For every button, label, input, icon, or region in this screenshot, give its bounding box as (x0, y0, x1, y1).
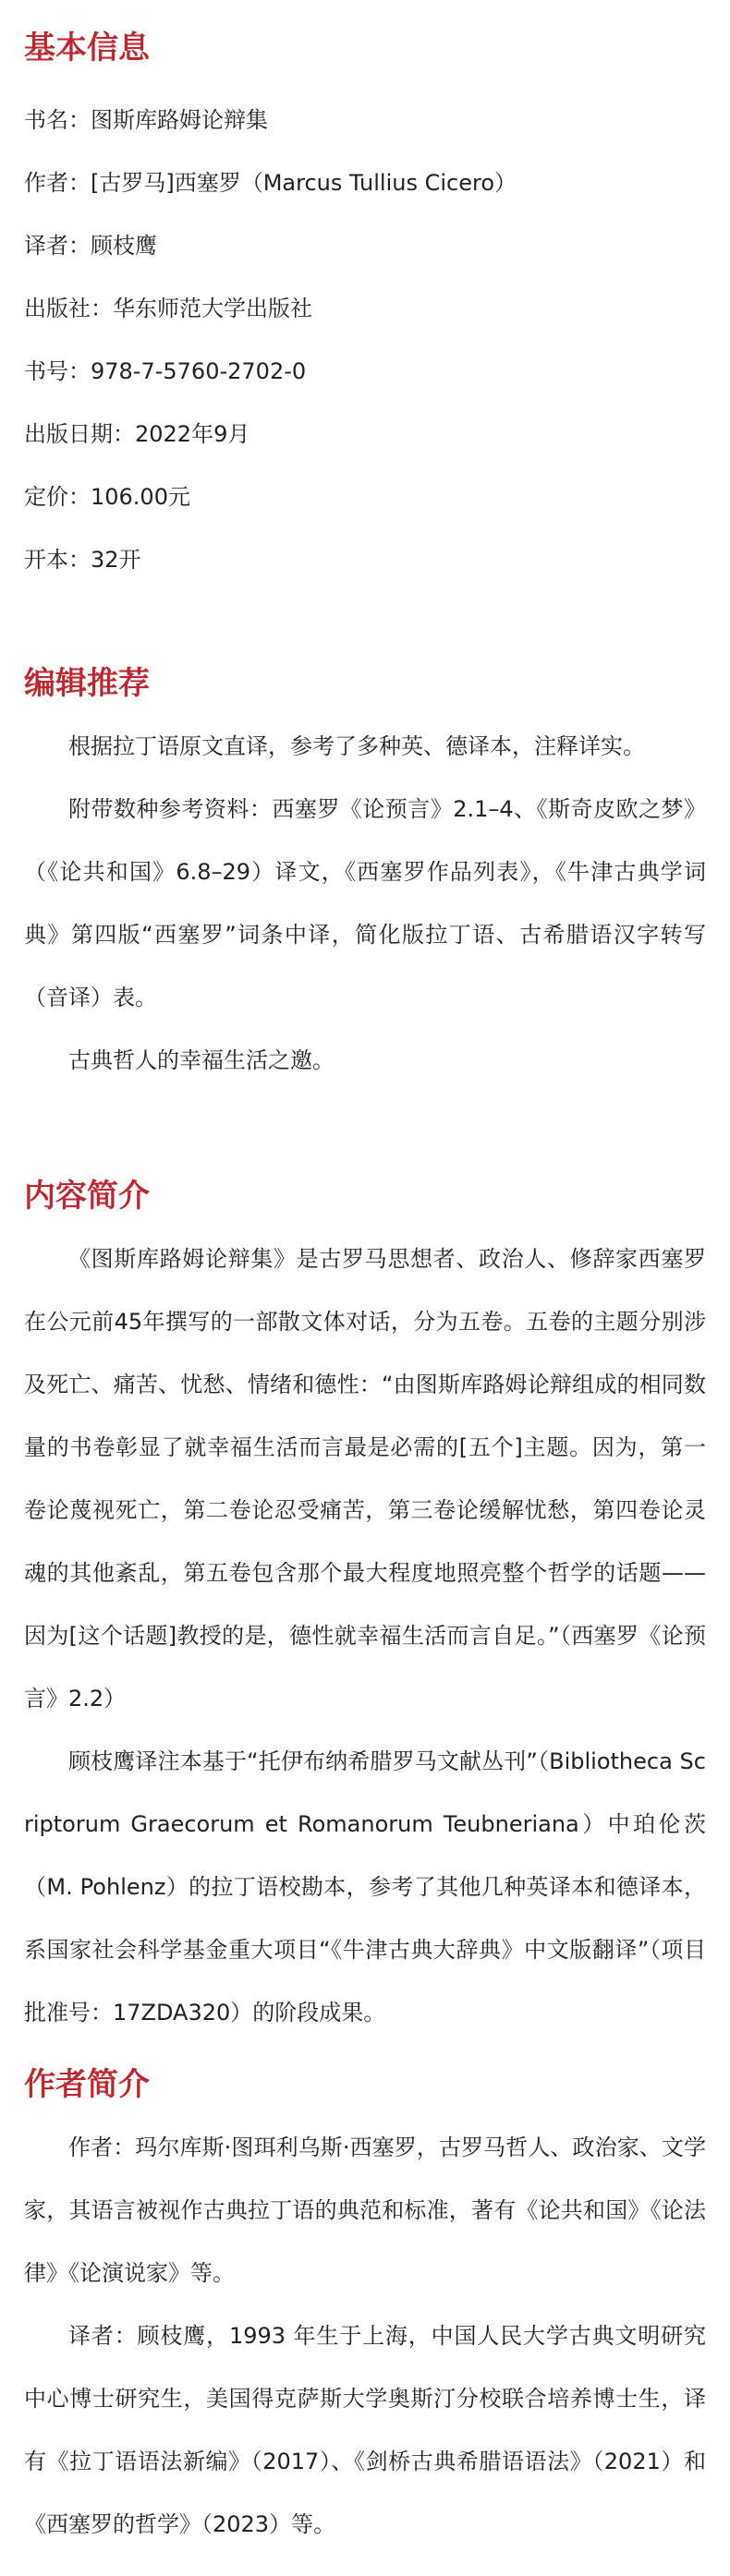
info-price: 定价：106.00元 (24, 484, 190, 510)
author-paragraph: 作者：玛尔库斯·图珥利乌斯·西塞罗，古罗马哲人、政治家、文学家，其语言被视作古典拉丁语的典范和标准，著有《论共和国》《论法律》《论演说家》等。 (24, 2135, 706, 2286)
summary-paragraph: 《图斯库路姆论辩集》是古罗马思想者、政治人、修辞家西塞罗在公元前45年撰写的一部散文体对话，分为五卷。五卷的主题分别涉及死亡、痛苦、忧愁、情绪和德性：“由图斯库路姆论辩组成的相同数量的书卷彰显了就幸福生活而言最是必需的[五个]主题。因为，第一卷论蔑视死亡，第二卷论忍受痛苦，第三卷论缓解忧愁，第四卷论灵魂的其他紊乱，第五卷包含那个最大程度地照亮整个哲学的话题——因为[这个话题]教授的是，德性就幸福生活而言自足。”（西塞罗《论预言》2.2） (24, 1246, 706, 1711)
summary-paragraph: 顾枝鹰译注本基于“托伊布纳希腊罗马文献丛刊”（Bibliotheca Scriptorum Graecorum et Romanorum Teubneriana）中珀伦茨（M. Pohlenz）的拉丁语校勘本，参考了其他几种英译本和德译本，系国家社会科学基金重大项目“《牛津古典大辞典》中文版翻译”（项目批准号：17ZDA320）的阶段成果。 (24, 1748, 706, 2026)
summary-heading: 内容简介 (24, 1178, 150, 1215)
editor-paragraph: 古典哲人的幸福生活之邀。 (68, 1047, 335, 1073)
author-section (24, 2064, 706, 2556)
info-title: 书名：图斯库路姆论辩集 (24, 107, 268, 133)
editor-recommendation-section (24, 663, 706, 1092)
editor-paragraph: 根据拉丁语原文直译，参考了多种英、德译本，注释详实。 (68, 733, 645, 759)
author-paragraph: 译者：顾枝鹰，1993 年生于上海，中国人民大学古典文明研究中心博士研究生，美国得克萨斯大学奥斯汀分校联合培养博士生，译有《拉丁语语法新编》（2017）、《剑桥古典希腊语语法》（2021）和《西塞罗的哲学》（2023）等。 (24, 2323, 706, 2537)
info-format: 开本：32开 (24, 547, 141, 573)
basic-info-heading: 基本信息 (24, 30, 150, 67)
info-publish-date: 出版日期：2022年9月 (24, 421, 250, 447)
author-heading: 作者简介 (24, 2066, 150, 2103)
info-translator: 译者：顾枝鹰 (24, 233, 157, 259)
info-isbn: 书号：978-7-5760-2702-0 (24, 358, 307, 384)
editor-recommendation-heading: 编辑推荐 (24, 665, 150, 702)
editor-paragraph: 附带数种参考资料：西塞罗《论预言》2.1–4、《斯奇皮欧之梦》（《论共和国》6.8–29）译文，《西塞罗作品列表》，《牛津古典学词典》第四版“西塞罗”词条中译，简化版拉丁语、古希腊语汉字转写（音译）表。 (24, 796, 706, 1010)
summary-section (24, 1176, 706, 2044)
basic-info-section (24, 28, 706, 591)
info-author: 作者：[古罗马]西塞罗（Marcus Tullius Cicero） (24, 170, 517, 196)
info-publisher: 出版社：华东师范大学出版社 (24, 296, 312, 321)
